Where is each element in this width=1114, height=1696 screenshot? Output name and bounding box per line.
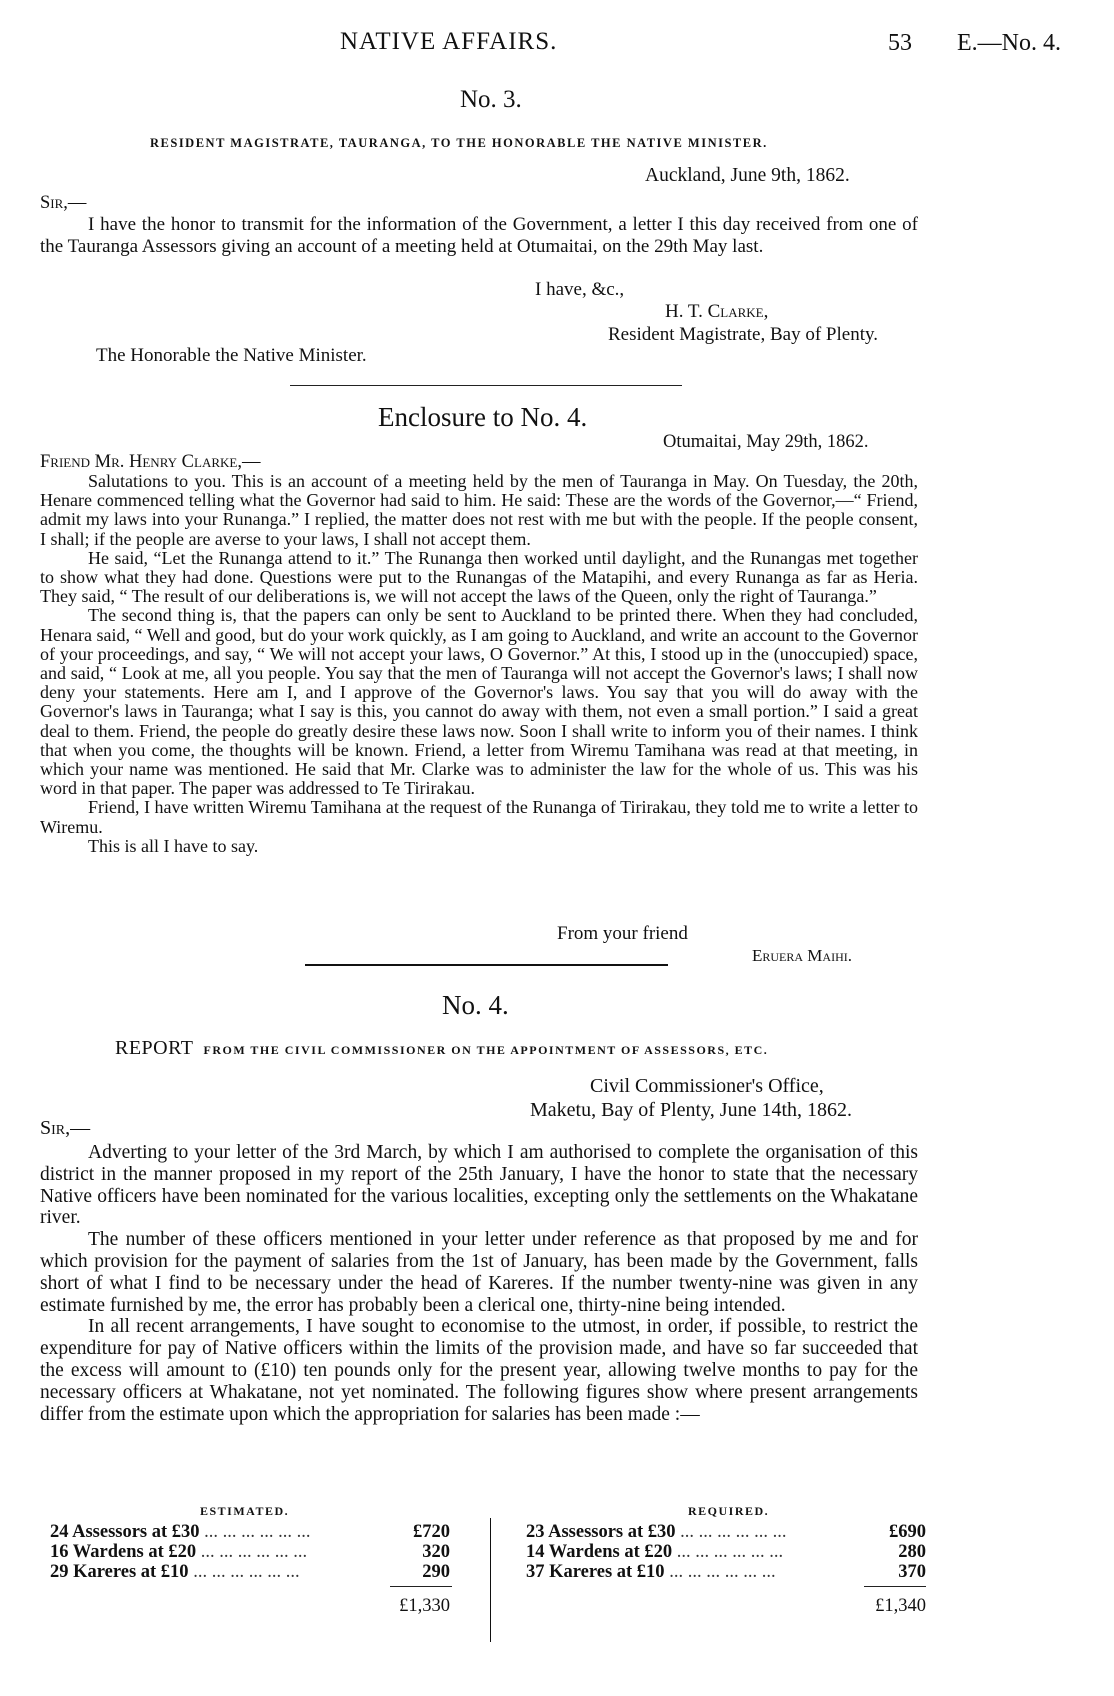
required-total: £1,340 (875, 1596, 926, 1616)
letter-body-no3 (40, 214, 918, 258)
leader-dots: ... ... ... ... ... ... (669, 1562, 776, 1582)
row-label: 14 Wardens at £20 (526, 1542, 673, 1562)
signature-title-no3: Resident Magistrate, Bay of Plenty. (608, 324, 878, 345)
column-divider (490, 1518, 491, 1642)
leader-dots: ... ... ... ... ... ... (200, 1542, 308, 1562)
required-heading: REQUIRED. (688, 1504, 770, 1518)
running-title: NATIVE AFFAIRS. (340, 28, 558, 55)
table-row (526, 1522, 787, 1543)
row-label: 16 Wardens at £20 (50, 1542, 197, 1562)
signature-no3: H. T. Clarke, (665, 301, 769, 322)
section-heading-no4-text: No. 4. (442, 990, 509, 1020)
section-divider (290, 385, 682, 386)
amount: 370 (898, 1562, 926, 1582)
table-row (50, 1542, 307, 1563)
amount: 280 (898, 1542, 926, 1562)
page-number: 53 (888, 30, 912, 56)
table-row (526, 1542, 783, 1563)
leader-dots: ... ... ... ... ... ... (193, 1562, 300, 1582)
letter-body-no4 (40, 1142, 918, 1425)
section-subheading-no3: RESIDENT MAGISTRATE, TAURANGA, TO THE HONORABLE THE NATIVE MINISTER. (150, 136, 768, 150)
leader-dots: ... ... ... ... ... ... (676, 1542, 784, 1562)
enclosure-salutation: Friend Mr. Henry Clarke,— (40, 452, 261, 472)
paragraph: Salutations to you. This is an account of a meeting held by the men of Tauranga in May. On Tuesday, the 20th, Henare commenced telling what the Governor had said to him. He said: These are the words of the Governor,—“ Friend, admit my laws into your Runanga.” I replied, the matter does not rest with me but with the people. If the people consent, I shall; if the people are averse to your laws, I shall not accept them. (40, 471, 918, 549)
paragraph: Adverting to your letter of the 3rd March, by which I am authorised to complete the organisation of this district in the manner proposed in my report of the 25th January, I have the honor to state that the necessary Native officers have been nominated for the various localities, excepting only the settlements on the Whakatane river. (40, 1142, 918, 1229)
paragraph: In all recent arrangements, I have sought to economise to the utmost, in order, if possible, to restrict the expenditure for pay of Native officers within the limits of the provision made, and have so far succeeded that the excess will amount to (£10) ten pounds only for the present year, allowing twelve months to pay for the necessary officers at Whakatane, not yet nominated. The following figures show where present arrangements differ from the estimate upon which the appropriation for salaries has been made :— (40, 1316, 918, 1425)
total-rule (864, 1586, 926, 1587)
row-label: 23 Assessors at £30 (526, 1522, 676, 1542)
paragraph: I have the honor to transmit for the information of the Government, a letter I this day received from one of the Tauranga Assessors giving an account of a meeting held at Otumaitai, on the 29th May last. (40, 214, 918, 257)
dateline-no4-line1: Civil Commissioner's Office, (590, 1075, 824, 1097)
amount: 290 (422, 1562, 450, 1582)
total-rule (390, 1586, 452, 1587)
paragraph: The number of these officers mentioned in your letter under reference as that proposed by me and for which provision for the payment of salaries from the 1st of January, has been made by the Government, falls short of what I find to be necessary under the head of Kareres. If the number twenty-nine was given in any estimate furnished by me, the error has probably been a clerical one, thirty-nine being intended. (40, 1229, 918, 1316)
subheading-lead: REPORT (115, 1037, 194, 1059)
salutation-no3: Sir,— (40, 193, 87, 213)
estimated-heading: ESTIMATED. (200, 1504, 290, 1518)
row-label: 24 Assessors at £30 (50, 1522, 200, 1542)
paragraph: Friend, I have written Wiremu Tamihana at the request of the Runanga of Tirirakau, they told me to write a letter to Wiremu. (40, 797, 918, 837)
dateline-no4-line2: Maketu, Bay of Plenty, June 14th, 1862. (530, 1099, 853, 1121)
table-row (50, 1522, 311, 1543)
enclosure-heading: Enclosure to No. 4. (378, 402, 588, 432)
closing-no3: I have, &c., (535, 279, 625, 300)
amount: £720 (413, 1522, 450, 1542)
table-row (526, 1562, 776, 1583)
paragraph: The second thing is, that the papers can only be sent to Auckland to be printed there. When they had concluded, Henara said, “ Well and good, but do your work quickly, as I am going to Auckland, and write an account to the Governor of your proceedings, and say, “ We will not accept your laws, O Governor.” At this, I stood up in the (unoccupied) space, and said, “ Look at me, all you people. You say that the men of Tauranga will not accept the Governor's laws; I shall now deny your statements. Here am I, and I approve of the Governor's laws. You say that you will do away with the Governor's laws in Tauranga; what I say is this, you cannot do away with them, not even a small portion.” I said a great deal to them. Friend, the people do greatly desire these laws now. Soon I shall write to inform you of their names. I think that when you come, the thoughts will be known. Friend, a letter from Wiremu Tamihana was read at that meeting, in which your name was mentioned. He said that Mr. Clarke was to administer the law for the whole of us. This was his word in that paper. The paper was addressed to Te Tirirakau. (40, 605, 918, 799)
enclosure-letter-body (40, 472, 918, 856)
row-label: 29 Kareres at £10 (50, 1562, 189, 1582)
enclosure-closing: From your friend (557, 923, 688, 944)
amount: 320 (422, 1542, 450, 1562)
amount: £690 (889, 1522, 926, 1542)
section-heading-no3: No. 3. (460, 86, 522, 113)
paragraph: This is all I have to say. (88, 835, 259, 856)
section-subheading-no4 (115, 1037, 768, 1060)
enclosure-signature: Eruera Maihi. (752, 946, 852, 965)
addressee-no3: The Honorable the Native Minister. (96, 345, 367, 366)
salutation-no4: Sir,— (40, 1117, 91, 1139)
series-number: E.—No. 4. (957, 30, 1061, 56)
estimated-total: £1,330 (399, 1596, 450, 1616)
paragraph: He said, “Let the Runanga attend to it.” The Runanga then worked until daylight, and the Runangas met together to show what they had done. Questions were put to the Runangas of the Matapihi, and every Runanga as far as Heria. They said, “ The result of our deliberations is, we will not accept the laws of the Queen, only the right of Tauranga.” (40, 547, 918, 607)
section-divider (305, 964, 668, 966)
leader-dots: ... ... ... ... ... ... (204, 1522, 311, 1542)
dateline-no3: Auckland, June 9th, 1862. (645, 165, 850, 186)
section-heading-no4 (442, 990, 509, 1021)
enclosure-dateline: Otumaitai, May 29th, 1862. (663, 432, 869, 452)
table-row (50, 1562, 300, 1583)
leader-dots: ... ... ... ... ... ... (680, 1522, 787, 1542)
row-label: 37 Kareres at £10 (526, 1562, 665, 1582)
subheading-rest: FROM THE CIVIL COMMISSIONER ON THE APPOINTMENT OF ASSESSORS, ETC. (203, 1043, 769, 1057)
